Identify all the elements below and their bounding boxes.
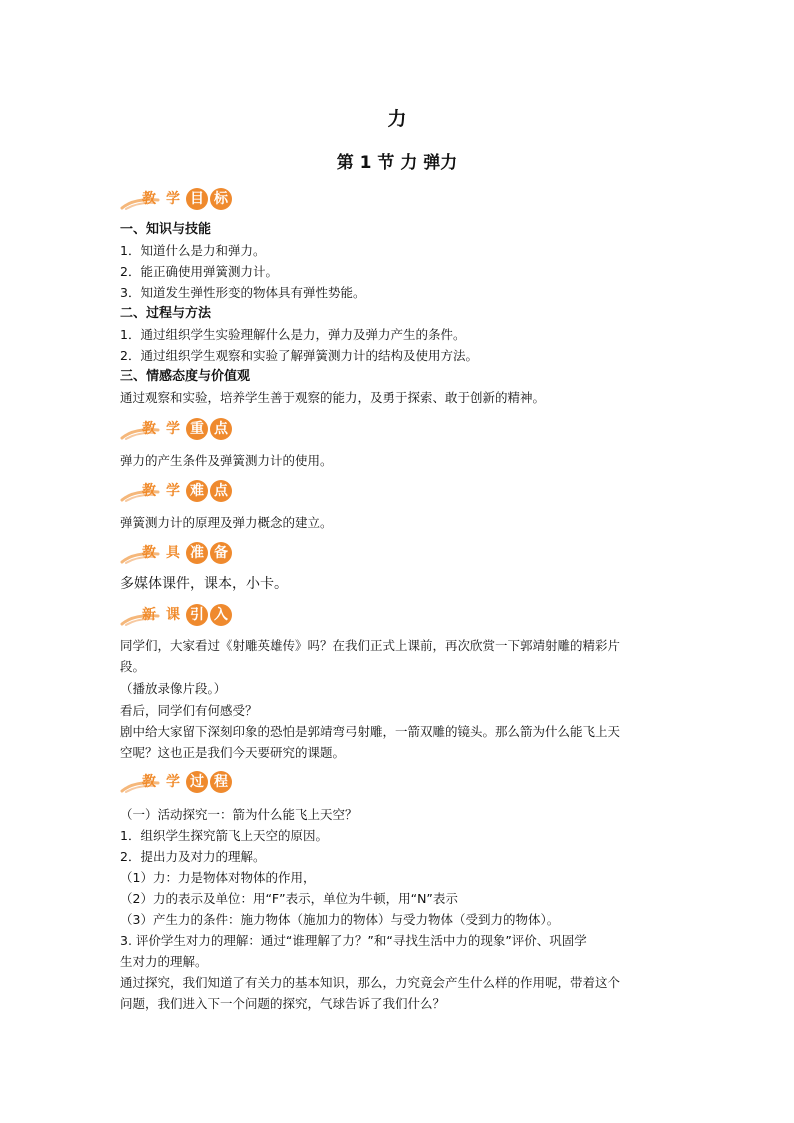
header-char: 教: [142, 483, 156, 499]
header-char-circled: 程: [210, 771, 232, 793]
materials-text: 多媒体课件，课本，小卡。: [120, 576, 288, 592]
objective-item: 2．能正确使用弹簧测力计。: [120, 264, 278, 279]
header-char-circled: 标: [210, 188, 232, 210]
objective-item: 1．知道什么是力和弹力。: [120, 243, 266, 258]
header-char: 教: [142, 421, 156, 437]
intro-line: 空呢？这也正是我们今天要研究的课题。: [120, 745, 346, 760]
process-line: 1．组织学生探究箭飞上天空的原因。: [120, 828, 328, 843]
difficulties-text: 弹簧测力计的原理及弹力概念的建立。: [120, 515, 333, 530]
intro-line: （播放录像片段。）: [120, 681, 227, 696]
header-char-circled: 引: [186, 604, 208, 626]
intro-line: 段。: [120, 659, 146, 674]
header-char: 教: [142, 774, 156, 790]
header-char-circled: 点: [210, 418, 232, 440]
header-char-circled: 准: [186, 542, 208, 564]
header-char-circled: 目: [186, 188, 208, 210]
heading-knowledge: 一、知识与技能: [120, 222, 212, 237]
objective-item: 通过观察和实验，培养学生善于观察的能力，及勇于探索、敢于创新的精神。: [120, 390, 546, 405]
process-line: 2．提出力及对力的理解。: [120, 849, 266, 864]
process-line: 问题，我们进入下一个问题的探究，气球告诉了我们什么？: [120, 996, 446, 1011]
header-char-circled: 重: [186, 418, 208, 440]
intro-line: 看后，同学们有何感受？: [120, 703, 258, 718]
process-line: （1）力：力是物体对物体的作用，: [120, 870, 316, 885]
header-char-circled: 点: [210, 480, 232, 502]
section-header-difficulties: [120, 480, 260, 504]
header-char: 教: [142, 191, 156, 207]
objective-item: 1．通过组织学生实验理解什么是力，弹力及弹力产生的条件。: [120, 327, 466, 342]
header-char-circled: 过: [186, 771, 208, 793]
process-line: 3. 评价学生对力的理解：通过“谁理解了力？”和“寻找生活中力的现象”评价、巩固学: [120, 933, 587, 948]
header-char: 学: [166, 191, 180, 207]
header-char-circled: 入: [210, 604, 232, 626]
header-char: 学: [166, 421, 180, 437]
intro-line: 剧中给大家留下深刻印象的恐怕是郭靖弯弓射雕，一箭双雕的镜头。那么箭为什么能飞上天: [120, 724, 621, 739]
section-header-key-points: [120, 418, 260, 442]
header-char: 具: [166, 545, 180, 561]
header-char: 教: [142, 545, 156, 561]
process-line: （一）活动探究一：箭为什么能飞上天空？: [120, 807, 358, 822]
header-char: 学: [166, 483, 180, 499]
section-header-intro: [120, 604, 260, 628]
section-subtitle: 第 1 节 力 弹力: [336, 153, 458, 173]
section-header-materials: [120, 542, 260, 566]
objective-item: 2．通过组织学生观察和实验了解弹簧测力计的结构及使用方法。: [120, 348, 478, 363]
key-points-text: 弹力的产生条件及弹簧测力计的使用。: [120, 453, 333, 468]
header-char: 新: [142, 607, 156, 623]
intro-line: 同学们，大家看过《射雕英雄传》吗？在我们正式上课前，再次欣赏一下郭靖射雕的精彩片: [120, 638, 621, 653]
header-char: 课: [166, 607, 180, 623]
heading-process-method: 二、过程与方法: [120, 306, 212, 321]
section-header-process: [120, 771, 260, 795]
objective-item: 3．知道发生弹性形变的物体具有弹性势能。: [120, 285, 366, 300]
section-header-objectives: [120, 188, 260, 212]
process-line: （2）力的表示及单位：用“F”表示，单位为牛顿，用“N”表示: [120, 891, 458, 906]
process-line: 通过探究，我们知道了有关力的基本知识，那么，力究竟会产生什么样的作用呢，带着这个: [120, 975, 621, 990]
header-char: 学: [166, 774, 180, 790]
document-title: 力: [387, 108, 407, 130]
process-line: 生对力的理解。: [120, 954, 208, 969]
heading-values: 三、情感态度与价值观: [120, 369, 251, 384]
header-char-circled: 难: [186, 480, 208, 502]
process-line: （3）产生力的条件：施力物体（施加力的物体）与受力物体（受到力的物体）。: [120, 912, 560, 927]
header-char-circled: 备: [210, 542, 232, 564]
